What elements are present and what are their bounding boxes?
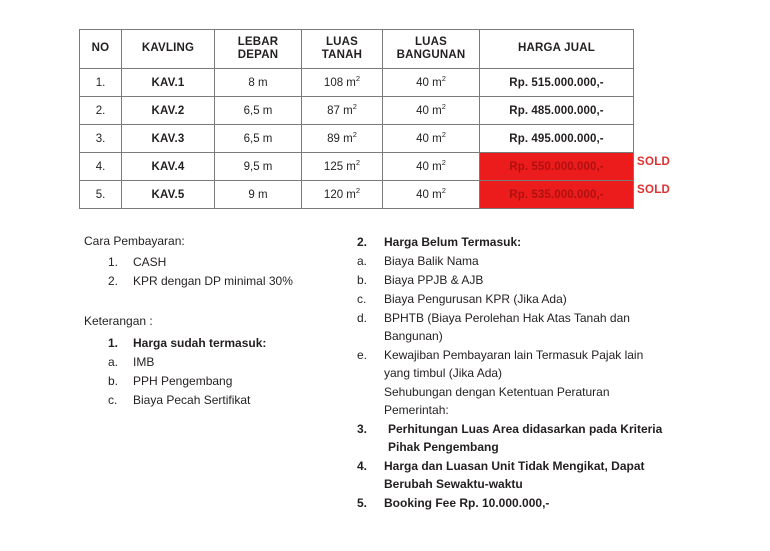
- header-bangunan-line1: LUAS: [414, 35, 448, 48]
- list-marker: [357, 383, 384, 419]
- list-item: [357, 233, 687, 251]
- cell-harga-jual: Rp. 515.000.000,-: [480, 69, 634, 97]
- list-text: Harga Belum Termasuk:: [384, 235, 522, 249]
- cell-luas-tanah: [302, 153, 383, 181]
- cell-luas-bangunan: [383, 125, 480, 153]
- list-item: [357, 420, 687, 456]
- list-marker: e.: [357, 348, 368, 362]
- list-text: CASH: [133, 255, 167, 270]
- notes-section: [0, 233, 770, 533]
- cell-kavling: KAV.5: [122, 181, 215, 209]
- pricelist-table: [79, 29, 634, 209]
- cell-luas-tanah-value: 89 m: [327, 132, 353, 145]
- cell-luas-bangunan: [383, 97, 480, 125]
- cell-luas-bangunan-value: 40 m: [416, 132, 442, 145]
- list-text: Harga sudah termasuk:: [133, 335, 267, 350]
- list-text: Booking Fee Rp. 10.000.000,-: [384, 496, 550, 510]
- list-marker: 5.: [357, 496, 368, 510]
- list-text: [384, 309, 687, 345]
- cell-luas-tanah-value: 108 m: [323, 76, 356, 89]
- list-text: Biaya Balik Nama: [384, 254, 479, 268]
- pricelist-table-container: [79, 29, 633, 209]
- cell-luas-bangunan: [383, 69, 480, 97]
- cell-luas-tanah-sup: 2: [355, 73, 361, 83]
- list-marker: b.: [108, 373, 119, 388]
- notes-right-column: [357, 233, 687, 513]
- list-text: IMB: [133, 354, 155, 369]
- cell-no: 2.: [80, 97, 122, 125]
- cell-luas-tanah-sup: 2: [352, 129, 357, 139]
- list-item: [108, 391, 354, 409]
- cell-no: 1.: [80, 69, 122, 97]
- list-item: [108, 334, 354, 352]
- list-text-line1: BPHTB (Biaya Perolehan Hak Atas Tanah dan: [384, 311, 630, 325]
- list-item: [108, 372, 354, 390]
- spacer: [84, 291, 354, 313]
- list-item: [357, 290, 687, 308]
- list-text-line2: Bangunan): [384, 329, 443, 343]
- header-tanah-line1: LUAS: [325, 35, 359, 48]
- cell-lebar-depan: 6,5 m: [215, 125, 302, 153]
- cell-luas-tanah: [302, 69, 383, 97]
- list-item: [357, 346, 687, 382]
- header-lebar-line1: LEBAR: [237, 35, 279, 48]
- cell-no: 4.: [80, 153, 122, 181]
- list-marker: 1.: [108, 335, 119, 350]
- list-text-line2: Pemerintah:: [384, 403, 449, 417]
- cell-kavling: KAV.4: [122, 153, 215, 181]
- cell-kavling: KAV.2: [122, 97, 215, 125]
- table-row: [80, 153, 634, 181]
- cell-luas-bangunan-sup: 2: [441, 129, 446, 139]
- cell-luas-bangunan-sup: 2: [441, 157, 446, 167]
- header-no: [80, 30, 122, 69]
- cell-kavling: KAV.3: [122, 125, 215, 153]
- cell-luas-bangunan: [383, 153, 480, 181]
- cell-harga-jual-sold: Rp. 550.000.000,-: [480, 153, 634, 181]
- list-item: [357, 271, 687, 289]
- list-text: [388, 420, 687, 456]
- list-text-line1: Kewajiban Pembayaran lain Termasuk Pajak lain: [384, 348, 644, 362]
- cell-luas-tanah-sup: 2: [355, 185, 361, 195]
- table-row: [80, 181, 634, 209]
- header-harga-jual: [480, 30, 634, 69]
- list-item: [357, 309, 687, 345]
- cara-pembayaran-heading: Cara Pembayaran:: [84, 234, 185, 248]
- header-luas-tanah: [302, 30, 383, 69]
- cell-luas-bangunan-sup: 2: [441, 101, 446, 111]
- header-lebar-line2: DEPAN: [237, 49, 279, 61]
- list-marker: 3.: [357, 422, 368, 436]
- list-marker: d.: [357, 311, 368, 325]
- cell-luas-tanah-sup: 2: [355, 157, 361, 167]
- cell-harga-jual: Rp. 485.000.000,-: [480, 97, 634, 125]
- cell-luas-bangunan-value: 40 m: [416, 188, 442, 201]
- header-kavling-line1: KAVLING: [141, 42, 195, 55]
- cell-luas-tanah-value: 125 m: [323, 160, 356, 173]
- list-text: Biaya PPJB & AJB: [384, 273, 484, 287]
- status-badge-sold-kav5: SOLD: [637, 184, 671, 196]
- list-text-line1: Harga dan Luasan Unit Tidak Mengikat, Dapat: [384, 459, 645, 473]
- cell-luas-bangunan-sup: 2: [441, 73, 446, 83]
- table-row: [80, 125, 634, 153]
- list-item: [108, 253, 354, 271]
- header-bangunan-line2: BANGUNAN: [396, 49, 466, 61]
- notes-left-column: [84, 233, 354, 410]
- cell-luas-bangunan-sup: 2: [441, 185, 446, 195]
- list-text-line1: Sehubungan dengan Ketentuan Peraturan: [384, 385, 610, 399]
- cell-luas-tanah: [302, 125, 383, 153]
- cell-harga-jual: Rp. 495.000.000,-: [480, 125, 634, 153]
- table-header: [80, 30, 634, 69]
- list-text: Biaya Pengurusan KPR (Jika Ada): [384, 292, 567, 306]
- list-text: [384, 457, 687, 493]
- cell-lebar-depan: 9 m: [215, 181, 302, 209]
- list-text-line2: Berubah Sewaktu-waktu: [384, 477, 523, 491]
- header-harga-line1: HARGA JUAL: [518, 42, 595, 55]
- harga-belum-termasuk-list: [357, 233, 687, 512]
- cell-lebar-depan: 6,5 m: [215, 97, 302, 125]
- keterangan-list: [84, 334, 354, 409]
- table-header-row: [80, 30, 634, 69]
- list-text: [384, 383, 687, 419]
- list-text: KPR dengan DP minimal 30%: [133, 274, 293, 289]
- list-marker: b.: [357, 273, 368, 287]
- cell-luas-bangunan-value: 40 m: [416, 76, 442, 89]
- keterangan-heading: Keterangan :: [84, 314, 153, 329]
- list-text-line2: Pihak Pengembang: [388, 440, 499, 454]
- cell-luas-tanah: [302, 181, 383, 209]
- table-row: [80, 97, 634, 125]
- list-text-line2: yang timbul (Jika Ada): [384, 366, 503, 380]
- header-kavling: [122, 30, 215, 69]
- list-item: [108, 272, 354, 290]
- cell-luas-tanah-value: 87 m: [327, 104, 353, 117]
- list-text: PPH Pengembang: [133, 373, 233, 388]
- list-marker: a.: [357, 254, 368, 268]
- list-text: [384, 346, 687, 382]
- list-marker: a.: [108, 354, 119, 369]
- header-tanah-line2: TANAH: [321, 49, 363, 61]
- header-no-line1: NO: [91, 42, 110, 55]
- cell-harga-jual-sold: Rp. 535.000.000,-: [480, 181, 634, 209]
- cell-luas-bangunan-value: 40 m: [416, 104, 442, 117]
- cell-luas-bangunan-value: 40 m: [416, 160, 442, 173]
- list-marker: c.: [108, 392, 118, 407]
- table-body: [80, 69, 634, 209]
- cell-no: 5.: [80, 181, 122, 209]
- list-item: [357, 457, 687, 493]
- status-badge-sold-kav4: SOLD: [637, 156, 671, 168]
- list-item: [108, 353, 354, 371]
- list-marker: 1.: [108, 255, 119, 270]
- cell-kavling: KAV.1: [122, 69, 215, 97]
- cell-luas-tanah-sup: 2: [352, 101, 357, 111]
- cell-luas-bangunan: [383, 181, 480, 209]
- cell-luas-tanah: [302, 97, 383, 125]
- list-text-line1: Perhitungan Luas Area didasarkan pada Kriteria: [388, 422, 663, 436]
- list-item-continuation: [357, 383, 687, 419]
- list-marker: 2.: [108, 274, 119, 289]
- cell-lebar-depan: 8 m: [215, 69, 302, 97]
- cell-luas-tanah-value: 120 m: [323, 188, 356, 201]
- header-lebar-depan: [215, 30, 302, 69]
- list-marker: c.: [357, 292, 367, 306]
- cell-lebar-depan: 9,5 m: [215, 153, 302, 181]
- list-marker: 2.: [357, 235, 368, 249]
- list-item: [357, 252, 687, 270]
- list-text: Biaya Pecah Sertifikat: [133, 392, 251, 407]
- header-luas-bangunan: [383, 30, 480, 69]
- list-item: [357, 494, 687, 512]
- cara-pembayaran-list: [84, 253, 354, 290]
- cell-no: 3.: [80, 125, 122, 153]
- table-row: [80, 69, 634, 97]
- list-marker: 4.: [357, 459, 368, 473]
